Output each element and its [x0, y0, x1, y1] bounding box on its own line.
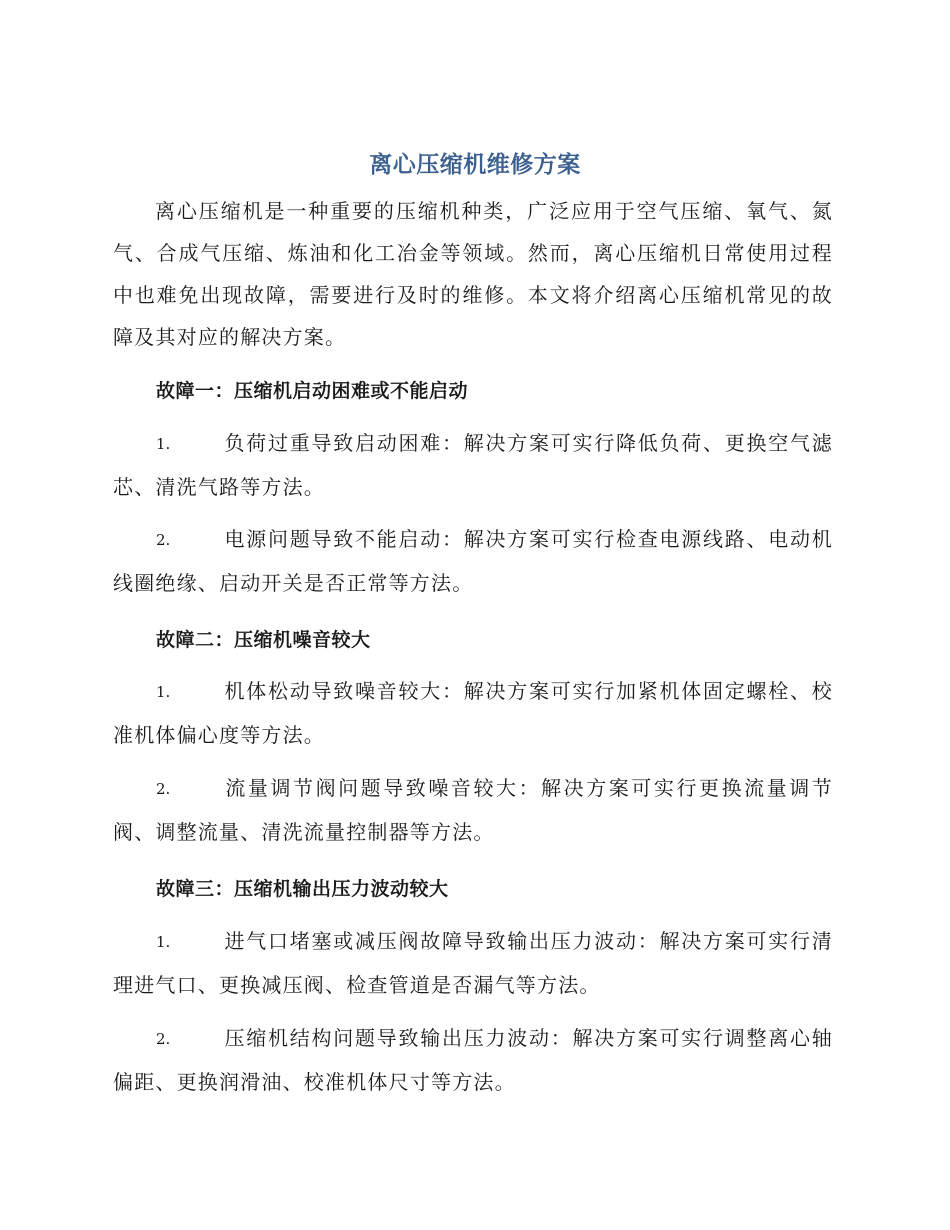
section-heading-3: 故障三：压缩机输出压力波动较大	[156, 878, 449, 900]
intro-paragraph: 离心压缩机是一种重要的压缩机种类，广泛应用于空气压缩、氧气、氮气、合成气压缩、炼油和化工冶金等领域。然而，离心压缩机日常使用过程中也难免出现故障，需要进行及时的维修。本文将介绍离心压缩机常见的故障及其对应的解决方案。	[113, 199, 833, 349]
list-item	[113, 1017, 833, 1104]
list-item	[113, 767, 833, 854]
document-title: 离心压缩机维修方案	[369, 152, 581, 178]
list-item-number: 2.	[156, 780, 171, 798]
section-heading-1: 故障一：压缩机启动困难或不能启动	[156, 380, 469, 402]
list-item	[113, 670, 833, 757]
list-item-number: 2.	[156, 1030, 171, 1048]
list-item-text: 负荷过重导致启动困难：解决方案可实行降低负荷、更换空气滤芯、清洗气路等方法。	[113, 431, 833, 499]
list-item-text: 进气口堵塞或减压阀故障导致输出压力波动：解决方案可实行清理进气口、更换减压阀、检查管道是否漏气等方法。	[113, 929, 833, 997]
list-item-text: 流量调节阀问题导致噪音较大：解决方案可实行更换流量调节阀、调整流量、清洗流量控制器等方法。	[113, 776, 833, 844]
section-heading-2: 故障二：压缩机噪音较大	[156, 629, 371, 651]
list-item-number: 1.	[156, 933, 171, 951]
list-item	[113, 422, 833, 509]
list-item-text: 机体松动导致噪音较大：解决方案可实行加紧机体固定螺栓、校准机体偏心度等方法。	[113, 679, 833, 747]
list-item-text: 电源问题导致不能启动：解决方案可实行检查电源线路、电动机线圈绝缘、启动开关是否正常等方法。	[113, 527, 833, 595]
list-item-text: 压缩机结构问题导致输出压力波动：解决方案可实行调整离心轴偏距、更换润滑油、校准机体尺寸等方法。	[113, 1026, 833, 1094]
list-item	[113, 518, 833, 605]
list-item	[113, 920, 833, 1007]
list-item-number: 1.	[156, 683, 171, 701]
list-item-number: 2.	[156, 531, 171, 549]
list-item-number: 1.	[156, 435, 171, 453]
